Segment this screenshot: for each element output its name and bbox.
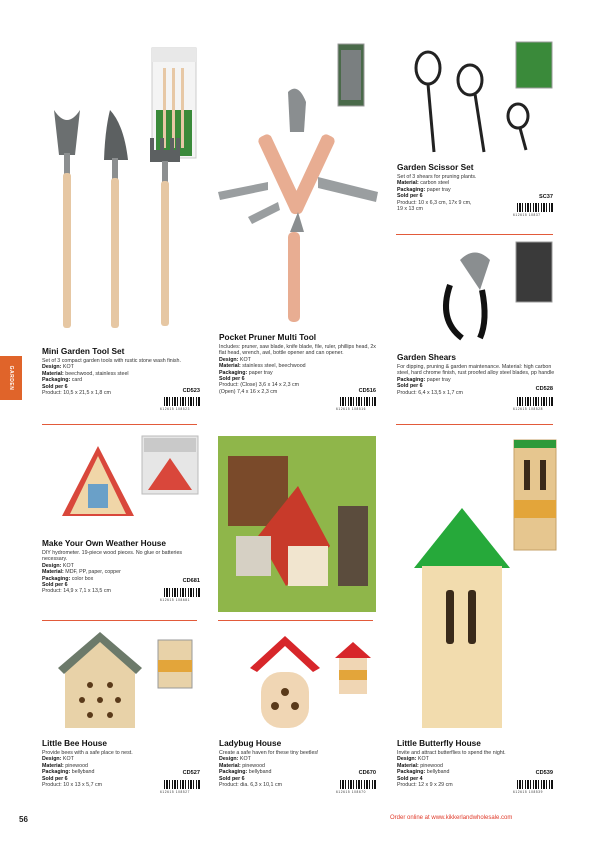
divider bbox=[218, 620, 373, 621]
product-code: SC37 bbox=[539, 194, 553, 200]
barcode bbox=[164, 397, 200, 406]
product-title: Mini Garden Tool Set bbox=[42, 346, 125, 356]
barcode bbox=[164, 780, 200, 789]
barcode bbox=[164, 588, 200, 597]
page-number: 56 bbox=[19, 815, 28, 824]
product-title: Little Butterfly House bbox=[397, 738, 481, 748]
product-description: Invite and attract butterflies to spend the night. Design: KOT Material: pinewood Packaging: bellyband Sold per 4 Product: 12 x 9 x 29 cm bbox=[397, 750, 506, 789]
product-code: CD523 bbox=[182, 388, 200, 394]
product-title: Ladybug House bbox=[219, 738, 282, 748]
barcode bbox=[517, 397, 553, 406]
product-code: CD539 bbox=[535, 770, 553, 776]
barcode bbox=[517, 203, 553, 212]
barcode-number: 612615 108670 bbox=[336, 790, 366, 794]
weather-house-image bbox=[60, 436, 210, 526]
barcode-number: 612615 108681 bbox=[160, 598, 190, 602]
product-code: CD670 bbox=[358, 770, 376, 776]
product-title: Pocket Pruner Multi Tool bbox=[219, 332, 317, 342]
barcode-number: 612615 108528 bbox=[513, 407, 543, 411]
pocket-pruner-image bbox=[218, 42, 388, 327]
order-online-link[interactable]: Order online at www.kikkerlandwholesale.com bbox=[390, 815, 513, 821]
product-title: Garden Shears bbox=[397, 352, 457, 362]
bee-house-image bbox=[60, 630, 200, 735]
barcode-number: 612615 108523 bbox=[160, 407, 190, 411]
divider bbox=[396, 234, 553, 235]
product-description: Provide bees with a safe place to nest. Design: KOT Material: pinewood Packaging: bellyband Sold per 6 Product: 10 x 13 x 5,7 cm bbox=[42, 750, 133, 789]
product-description: DIY hydrometer. 19-piece wood pieces. No glue or batteries necessary. Design: KOT Material: MDF, PP, paper, copper Packaging: color box Sold per 6 Product: 14,9 x 7,1 x 13,5 cm bbox=[42, 550, 183, 595]
product-code: CD528 bbox=[535, 386, 553, 392]
weather-house-photo bbox=[218, 436, 376, 612]
divider bbox=[42, 620, 197, 621]
barcode bbox=[340, 780, 376, 789]
product-description: For dipping, pruning & garden maintenance. Material: high carbon steel, hard chrome finish, rust proofed alloy steel blades, pp handle Packaging: paper tray Sold per 6 Product: 6,4 x 13,5 x 1,7 cm bbox=[397, 364, 555, 396]
product-code: CD516 bbox=[358, 388, 376, 394]
garden-shears-image bbox=[420, 240, 560, 345]
divider bbox=[42, 424, 197, 425]
barcode-number: 612615 10837 bbox=[513, 213, 541, 217]
ladybug-house-image bbox=[245, 630, 375, 735]
butterfly-house-image bbox=[410, 440, 560, 740]
barcode bbox=[340, 397, 376, 406]
product-title: Make Your Own Weather House bbox=[42, 538, 167, 548]
barcode bbox=[517, 780, 553, 789]
garden-scissor-set-image bbox=[400, 42, 560, 152]
product-description: Create a safe haven for these tiny beetles! Design: KOT Material: pinewood Packaging: bellyband Sold per 6 Product: dia. 6,3 x 10,1 cm bbox=[219, 750, 319, 789]
product-code: CD527 bbox=[182, 770, 200, 776]
divider bbox=[396, 424, 553, 425]
product-title: Garden Scissor Set bbox=[397, 162, 474, 172]
product-description: Includes: pruner, saw blade, knife blade, file, ruler, phillips head, 2x flat head, wrench, awl, bottle opener and can opener. Design: KOT Material: stainless steel, beechwood Packaging: paper tray Sold per 6 Product: (Close) 3,6 x 14 x 2,3 cm (Open) 7,4 x 16 x 2,3 cm bbox=[219, 344, 376, 395]
mini-garden-tools-image bbox=[42, 40, 202, 340]
section-tab-garden: GARDEN bbox=[0, 356, 22, 400]
barcode-number: 612615 108539 bbox=[513, 790, 543, 794]
product-description: Set of 3 shears for pruning plants. Material: carbon steel Packaging: paper tray Sold per 6 Product: 10 x 6,3 cm, 17x 9 cm, 19 x 13 cm bbox=[397, 174, 477, 213]
product-code: CD681 bbox=[182, 578, 200, 584]
product-description: Set of 3 compact garden tools with rustic stone wash finish. Design: KOT Material: beechwood, stainless steel Packaging: card Sold per 6 Product: 10,5 x 21,5 x 1,8 cm bbox=[42, 358, 181, 397]
product-title: Little Bee House bbox=[42, 738, 108, 748]
barcode-number: 612615 108527 bbox=[160, 790, 190, 794]
barcode-number: 612615 108516 bbox=[336, 407, 366, 411]
